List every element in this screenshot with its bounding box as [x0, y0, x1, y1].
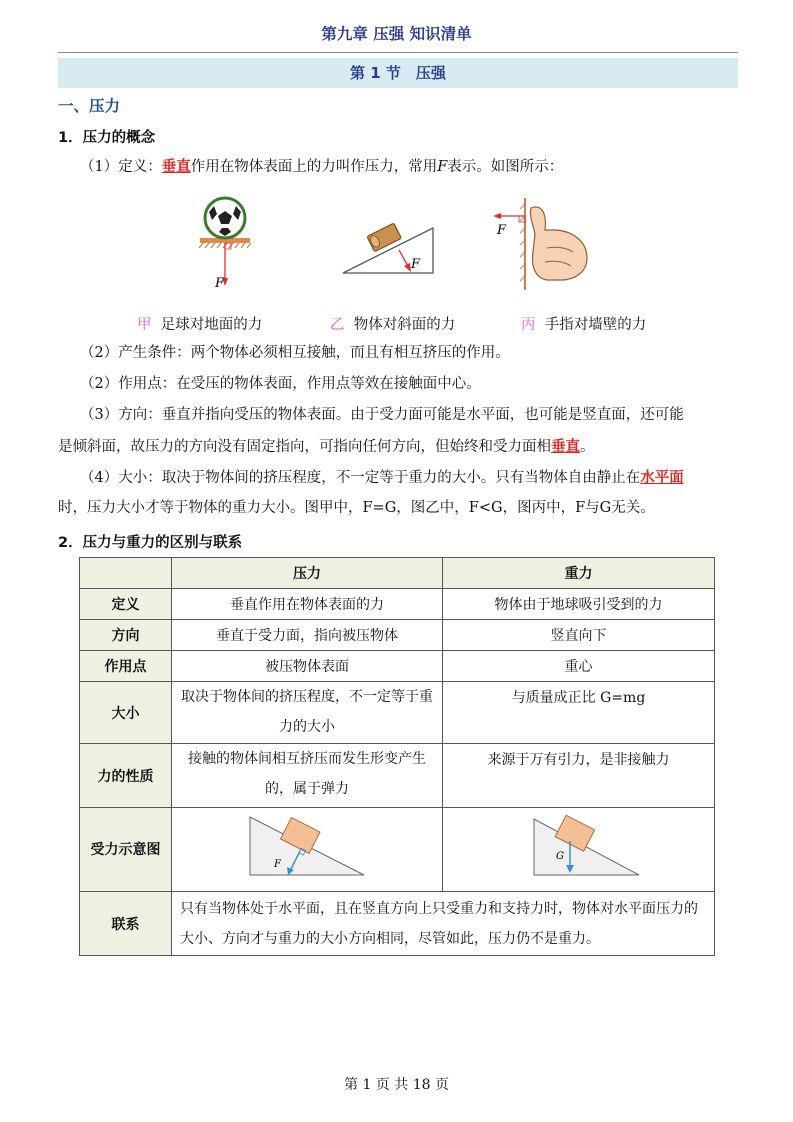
force-label-F-incline: F: [411, 257, 421, 272]
caption-bing: [521, 313, 646, 334]
table-cell-gravity-diagram: [443, 808, 715, 892]
direction-paragraph-line1: （3）方向：垂直并指向受压的物体表面。由于受力面可能是水平面，也可能是竖直面，还可能: [80, 407, 684, 423]
pressure-force-diagram: [242, 813, 372, 883]
table-cell-pressure-diagram: [172, 808, 443, 892]
table-cell: 被压物体表面: [172, 651, 443, 682]
table-cell: 接触的物体间相互挤压而发生形变产生的，属于弹力: [172, 744, 443, 808]
header-divider: [58, 52, 738, 53]
direction-paragraph-line2: [58, 431, 738, 463]
pressure-examples-figure: [195, 190, 615, 300]
table-row: [80, 589, 715, 620]
table-cell: 垂直作用在物体表面的力: [172, 589, 443, 620]
page-footer: 第 1 页 共 18 页: [344, 1077, 449, 1093]
table-header-pressure: 压力: [172, 558, 443, 589]
heading-pressure-force: 一、压力: [58, 97, 121, 115]
definition-prefix: （1）定义：: [80, 159, 162, 175]
row-label: 方向: [80, 620, 172, 651]
table-row: [80, 744, 715, 808]
table-header-gravity: 重力: [443, 558, 715, 589]
magnitude-text: （4）大小：取决于物体间的挤压程度，不一定等于重力的大小。只有当物体自由静止在: [80, 470, 641, 486]
football-figure: [199, 198, 251, 291]
force-label-F-wall: F: [497, 223, 507, 238]
row-label: 作用点: [80, 651, 172, 682]
caption-mark-yi: 乙: [330, 317, 345, 333]
magnitude-paragraph-line1: [58, 462, 760, 494]
table-corner-cell: [80, 558, 172, 589]
direction-end: 。: [580, 439, 595, 455]
document-header: 第九章 压强 知识清单: [321, 25, 472, 43]
table-cell-relation: 只有当物体处于水平面，且在竖直方向上只受重力和支持力时，物体对水平面压力的大小、方向才与重力的大小方向相同，尽管如此，压力仍不是重力。: [172, 892, 715, 956]
magnitude-paragraph-line2: 时，压力大小才等于物体的重力大小。图甲中，F=G，图乙中，F<G，图丙中，F与G无关。: [58, 500, 655, 516]
diagram-label-F: F: [274, 858, 281, 870]
table-row: [80, 651, 715, 682]
table-header-row: [80, 558, 715, 589]
caption-text-jia: 足球对地面的力: [160, 317, 263, 333]
diagram-label-G: G: [555, 850, 564, 862]
section-title: 第 1 节 压强: [58, 58, 738, 88]
definition-text-end: 表示。如图所示：: [447, 159, 564, 175]
condition-paragraph: （2）产生条件：两个物体必须相互接触，而且有相互挤压的作用。: [80, 345, 510, 361]
definition-text: 作用在物体表面上的力叫作压力，常用: [190, 159, 438, 175]
caption-text-yi: 物体对斜面的力: [353, 317, 456, 333]
table-row: [80, 682, 715, 744]
action-point-paragraph: （2）作用点：在受压的物体表面，作用点等效在接触面中心。: [80, 376, 481, 392]
hand-icon: [530, 207, 587, 280]
definition-paragraph: [58, 151, 760, 183]
emphasis-vertical: 垂直: [161, 158, 191, 175]
heading-concept: 1．压力的概念: [58, 130, 156, 146]
table-cell: 取决于物体间的挤压程度，不一定等于重力的大小: [172, 682, 443, 744]
caption-mark-jia: 甲: [137, 317, 152, 333]
row-label: 定义: [80, 589, 172, 620]
caption-jia: [137, 313, 262, 334]
table-cell: 重心: [443, 651, 715, 682]
row-label: 联系: [80, 892, 172, 956]
row-label: 受力示意图: [80, 808, 172, 892]
caption-yi: [330, 313, 455, 334]
comparison-table: [79, 557, 715, 956]
symbol-F: F: [437, 159, 448, 175]
row-label: 大小: [80, 682, 172, 744]
caption-text-bing: 手指对墙壁的力: [544, 317, 647, 333]
heading-difference: 2．压力与重力的区别与联系: [58, 535, 243, 551]
force-label-F: F: [215, 276, 225, 291]
table-row: [80, 808, 715, 892]
table-cell: 垂直于受力面，指向被压物体: [172, 620, 443, 651]
table-cell: 物体由于地球吸引受到的力: [443, 589, 715, 620]
table-cell: 竖直向下: [443, 620, 715, 651]
finger-wall-figure: [493, 198, 587, 290]
gravity-force-diagram: [514, 813, 644, 883]
caption-mark-bing: 丙: [521, 317, 536, 333]
emphasis-horizontal-plane: 水平面: [640, 469, 684, 486]
direction-text: 是倾斜面，故压力的方向没有固定指向，可指向任何方向，但始终和受力面相: [58, 439, 551, 455]
table-cell: 与质量成正比 G=mg: [443, 682, 715, 744]
emphasis-perpendicular: 垂直: [551, 438, 580, 455]
table-cell: 来源于万有引力，是非接触力: [443, 744, 715, 808]
table-row: [80, 892, 715, 956]
incline-figure: [343, 223, 433, 273]
table-row: [80, 620, 715, 651]
row-label: 力的性质: [80, 744, 172, 808]
